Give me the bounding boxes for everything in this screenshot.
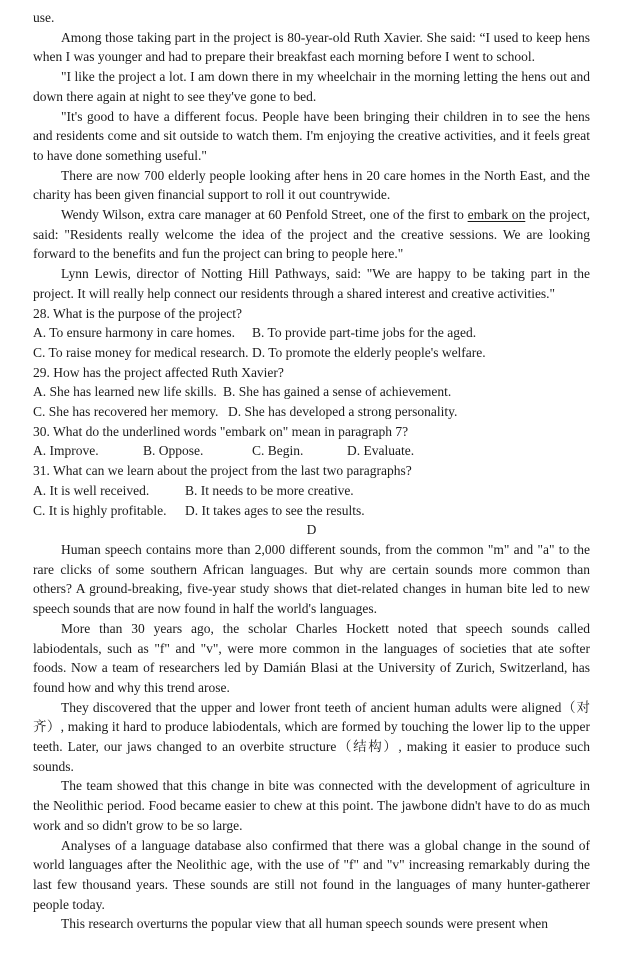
underlined-phrase: embark on — [467, 207, 526, 223]
option: A. Improve. — [33, 443, 99, 459]
paragraph-text: This research overturns the popular view that all human speech sounds were present when — [61, 916, 548, 932]
option-row — [33, 382, 590, 402]
passage-paragraph — [33, 107, 590, 166]
option-row — [33, 481, 590, 501]
passage-paragraph — [33, 28, 590, 67]
option: D. She has developed a strong personality. — [228, 404, 458, 420]
passage-paragraph — [33, 776, 590, 835]
paragraph-tail-line: use. — [33, 10, 55, 25]
option: C. She has recovered her memory. — [33, 404, 219, 420]
question-block — [33, 304, 590, 521]
question-stem: 29. How has the project affected Ruth Xavier? — [33, 364, 284, 380]
paragraph-text: the project, said: "Residents really welcome the idea of the project and the creative sessions. We are looking forward to the benefits and fun the project can bring to people here." — [33, 207, 591, 262]
paragraph-text: The team showed that this change in bite was connected with the development of agriculture in the Neolithic period. Food became easier to chew at this point. The jawbone didn't have to do as much work and so didn't grow to be so large. — [33, 778, 590, 833]
paragraph-text: "It's good to have a different focus. People have been bringing their children in to see the hens and residents come and sit outside to watch them. I'm enjoying the creative activities, and it feels great to have done something useful." — [33, 108, 590, 163]
passage-paragraph — [33, 264, 590, 303]
passage-paragraph — [33, 205, 590, 264]
paragraph-text: Wendy Wilson, extra care manager at 60 Penfold Street, one of the first to — [61, 207, 468, 223]
option-row — [33, 402, 590, 422]
option-row — [33, 343, 590, 363]
passage-paragraph — [33, 836, 590, 915]
paragraph-text: "I like the project a lot. I am down there in my wheelchair in the morning letting the hens out and down there again at night to see they've gone to bed. — [33, 69, 590, 104]
option-row — [33, 441, 590, 461]
option: D. To promote the elderly people's welfare. — [252, 344, 486, 360]
option-row — [33, 501, 590, 521]
passage-paragraph — [33, 540, 590, 619]
option: A. She has learned new life skills. — [33, 384, 217, 400]
paragraph-text: Among those taking part in the project is 80-year-old Ruth Xavier. She said: “I used to keep hens when I was younger and had to prepare their breakfast each morning before I went to school. — [33, 29, 590, 65]
passage-c — [33, 28, 590, 304]
paragraph-text: There are now 700 elderly people looking after hens in 20 care homes in the North East, and the charity has been given financial support to roll it out countrywide. — [33, 167, 590, 203]
option: A. It is well received. — [33, 482, 150, 498]
passage-paragraph — [33, 914, 590, 934]
option: C. To raise money for medical research. — [33, 344, 249, 360]
option: B. She has gained a sense of achievement. — [223, 384, 452, 400]
passage-d — [33, 540, 590, 934]
option: C. It is highly profitable. — [33, 502, 167, 518]
passage-paragraph — [33, 67, 590, 106]
option: C. Begin. — [252, 443, 304, 459]
paragraph-text: More than 30 years ago, the scholar Charles Hockett noted that speech sounds called labiodentals, such as "f" and "v", were more common in the languages of societies that ate softer foods. Now a team of researchers led by Damián Blasi at the University of Zurich, Switzerland, has found how and why this trend arose. — [33, 620, 590, 695]
paragraph-text: Human speech contains more than 2,000 different sounds, from the common "m" and "a" to the rare clicks of some southern African languages. But why are certain sounds more common than others? A ground-breaking, five-year study shows that diet-related changes in human bite led to new speech sounds that are now found in half the world's languages. — [33, 541, 590, 617]
question-stem: 30. What do the underlined words "embark on" mean in paragraph 7? — [33, 423, 409, 439]
section-d-heading: D — [306, 522, 317, 538]
passage-paragraph — [33, 619, 590, 698]
paragraph-text: Analyses of a language database also confirmed that there was a global change in the sound of world languages after the Neolithic age, with the use of "f" and "v" increasing remarkably during the last few thousand years. These sounds are still not found in the languages of many hunter-gatherer people today. — [33, 837, 590, 912]
option: A. To ensure harmony in care homes. — [33, 325, 235, 341]
paragraph-text: They discovered that the upper and lower front teeth of ancient human adults were aligned（对齐）, making it hard to produce labiodentals, which are formed by touching the lower lip to the upper teeth. Later, our jaws changed to an overbite structure（结构）, making it easier to produce such sounds. — [33, 699, 590, 774]
option-row — [33, 323, 590, 343]
option: B. To provide part-time jobs for the aged. — [252, 325, 477, 341]
passage-paragraph — [33, 698, 590, 777]
option: D. Evaluate. — [347, 443, 415, 459]
passage-paragraph — [33, 166, 590, 205]
option: B. It needs to be more creative. — [185, 482, 354, 498]
paragraph-text: Lynn Lewis, director of Notting Hill Pathways, said: "We are happy to be taking part in the project. It will really help connect our residents through a shared interest and creative activities." — [33, 266, 590, 301]
option: B. Oppose. — [143, 443, 204, 459]
option: D. It takes ages to see the results. — [185, 502, 365, 518]
question-stem: 28. What is the purpose of the project? — [33, 305, 242, 321]
question-stem: 31. What can we learn about the project from the last two paragraphs? — [33, 463, 412, 479]
